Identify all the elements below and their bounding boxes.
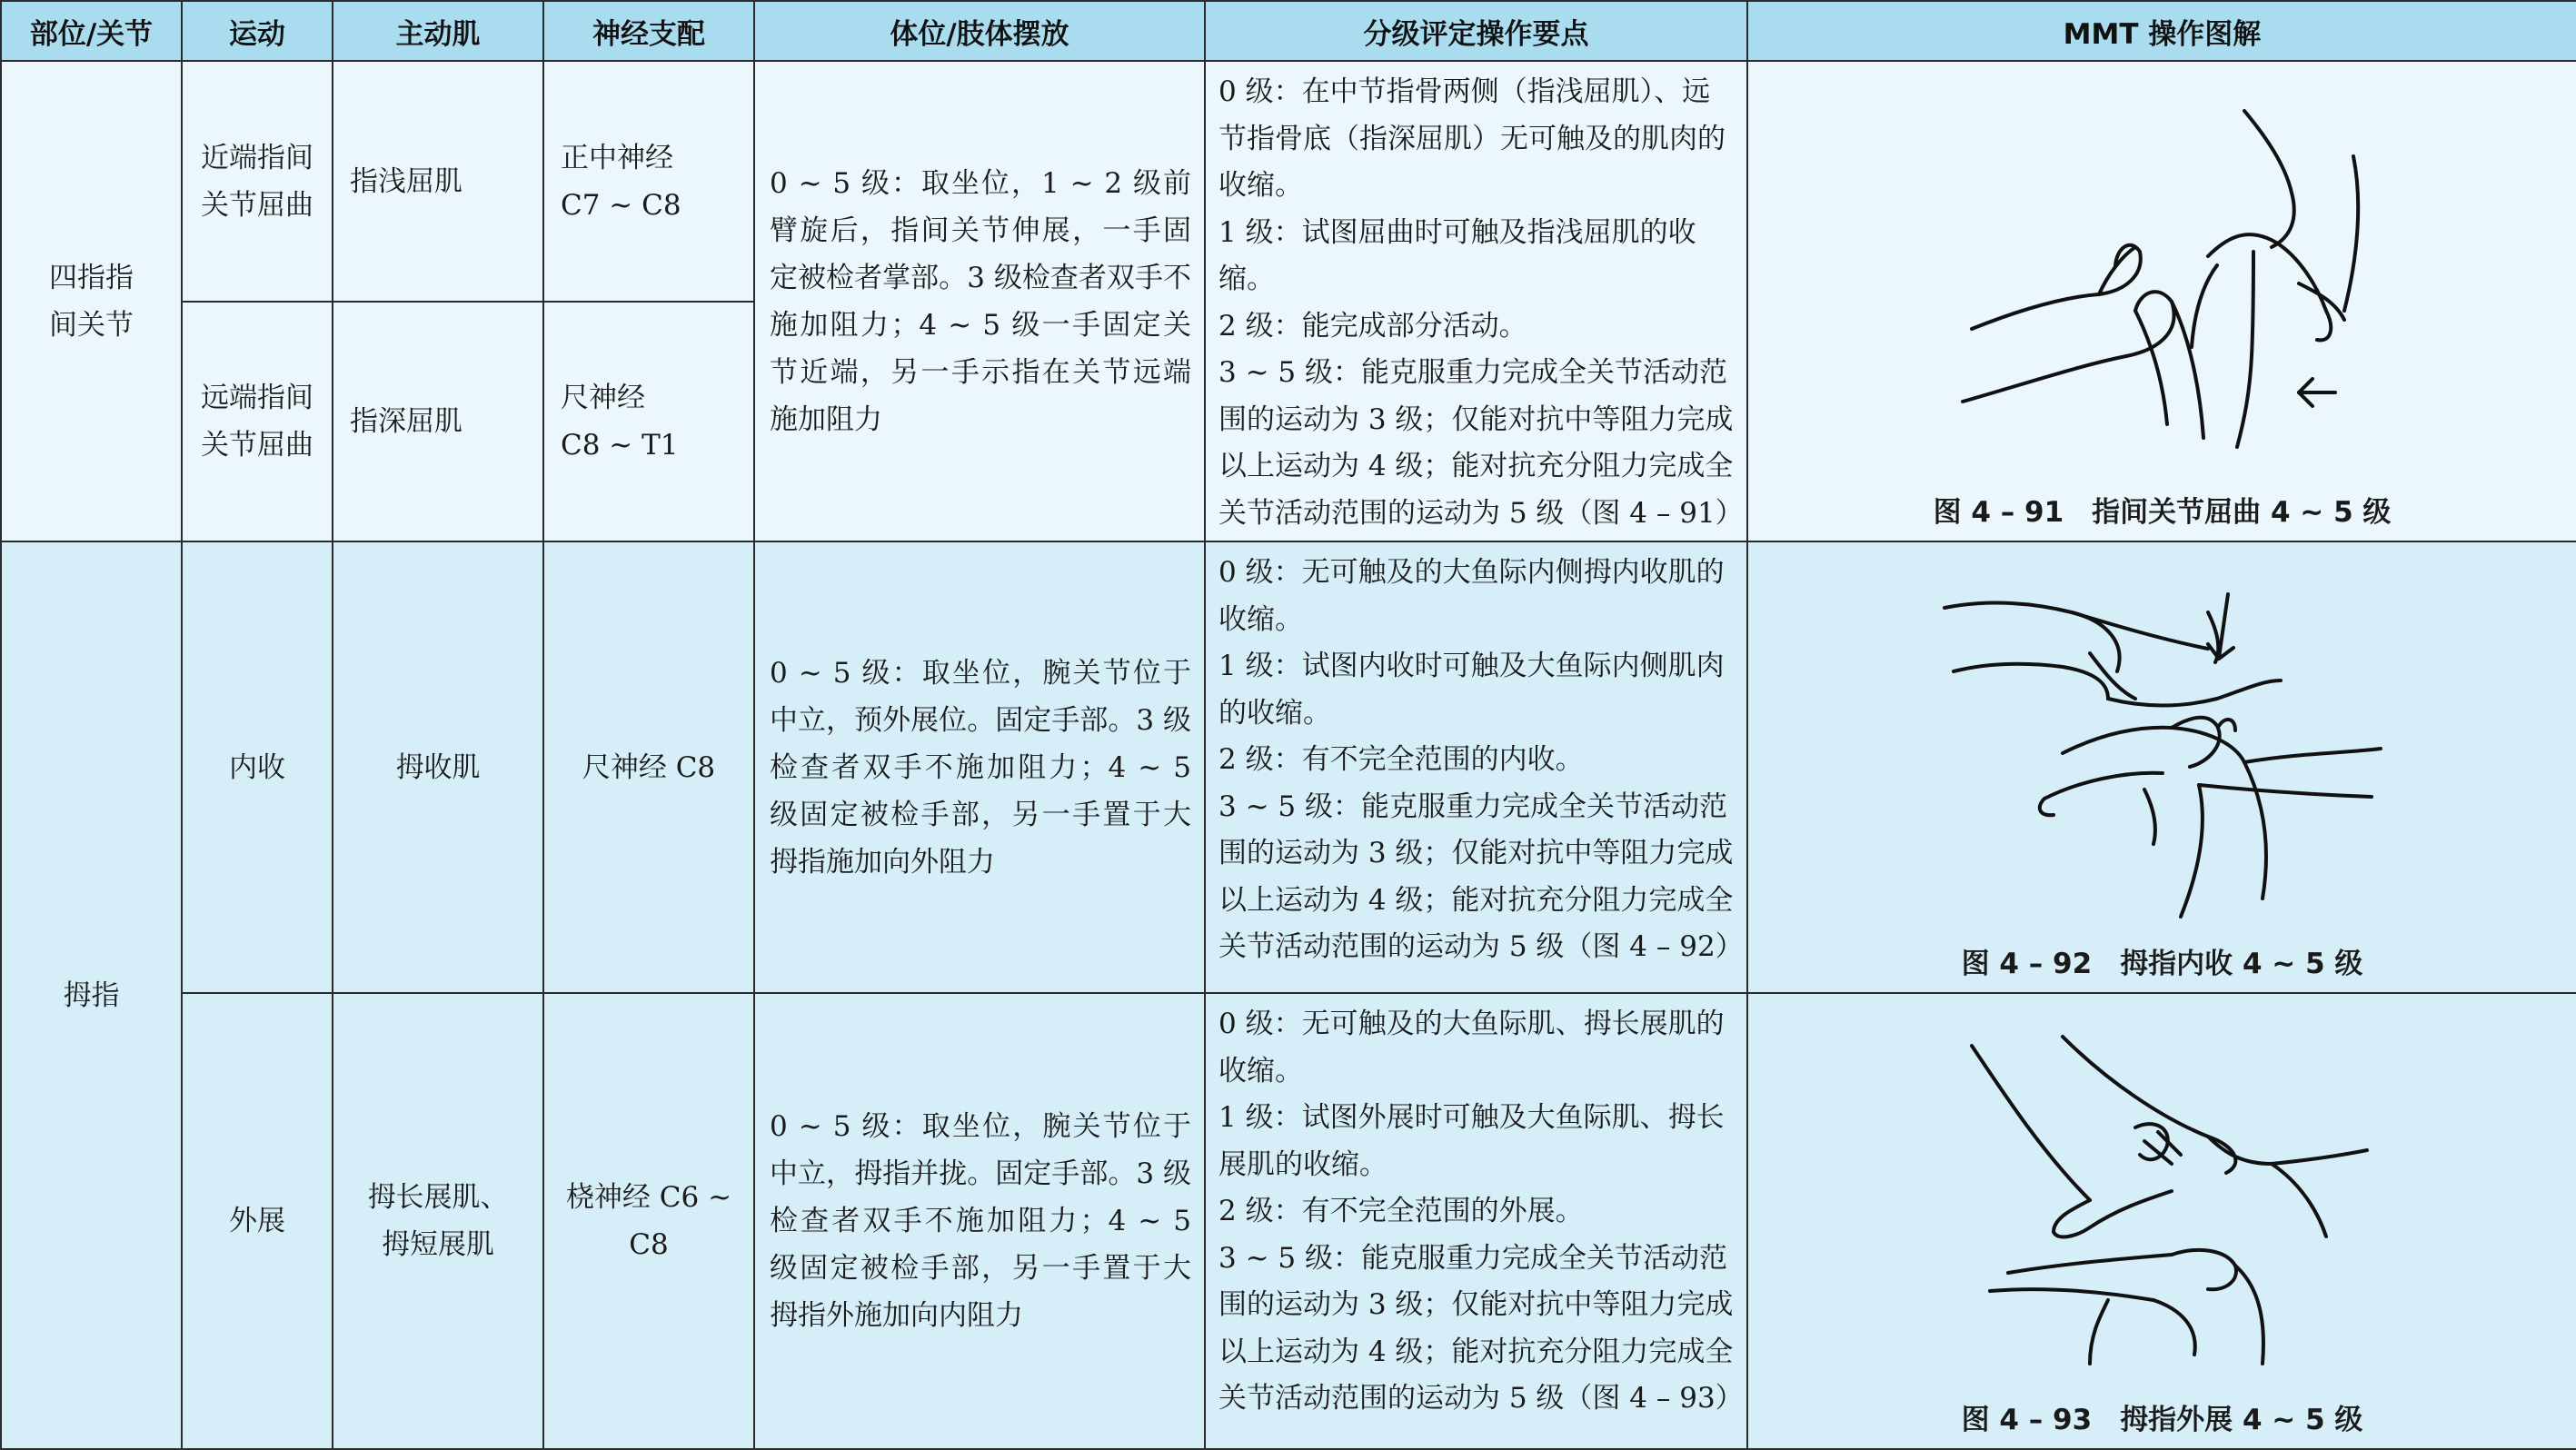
- thumb-adduction-illustration: [1935, 571, 2390, 935]
- nerve-cell: 正中神经 C7 ~ C8: [543, 61, 754, 302]
- muscle-cell: 指浅屈肌: [333, 61, 543, 302]
- figure-caption: 图 4 – 91 指间关节屈曲 4 ~ 5 级: [1933, 496, 2392, 529]
- figure-caption: 图 4 – 92 拇指内收 4 ~ 5 级: [1961, 948, 2363, 980]
- position-cell: 0 ~ 5 级：取坐位，腕关节位于中立，拇指并拢。固定手部。3 级检查者双手不施加阻力；4 ~ 5 级固定被检手部，另一手置于大拇指外施加向内阻力: [754, 993, 1205, 1449]
- figure-cell: [1747, 993, 2576, 1449]
- hand-flexion-illustration: [1954, 102, 2372, 483]
- grading-cell: 0 级：无可触及的大鱼际肌、拇长展肌的收缩。 1 级：试图外展时可触及大鱼际肌、拇长展肌的收缩。 2 级：有不完全范围的外展。 3 ~ 5 级：能克服重力完成全关节活动范围的运动为 3 级；仅能对抗中等阻力完成以上运动为 4 级；能对抗充分阻力完成全关节活动范围的运动为 5 级（图 4 – 93）: [1205, 993, 1747, 1449]
- movement-cell: 远端指间 关节屈曲: [182, 302, 333, 541]
- grading-cell: 0 级：在中节指骨两侧（指浅屈肌）、远节指骨底（指深屈肌）无可触及的肌肉的收缩。 1 级：试图屈曲时可触及指浅屈肌的收缩。 2 级：能完成部分活动。 3 ~ 5 级：能克服重力完成全关节活动范围的运动为 3 级；仅能对抗中等阻力完成以上运动为 4 级；能对抗充分阻力完成全关节活动范围的运动为 5 级（图 4 – 91）: [1205, 61, 1747, 541]
- table-row: [1, 993, 2576, 1449]
- header-joint: 部位/关节: [1, 1, 182, 61]
- movement-cell: 内收: [182, 541, 333, 993]
- thumb-abduction-illustration: [1954, 1028, 2372, 1391]
- nerve-cell: 尺神经 C8: [543, 541, 754, 993]
- header-figure: MMT 操作图解: [1747, 1, 2576, 61]
- header-movement: 运动: [182, 1, 333, 61]
- muscle-cell: 指深屈肌: [333, 302, 543, 541]
- muscle-cell: 拇长展肌、 拇短展肌: [333, 993, 543, 1449]
- header-position: 体位/肢体摆放: [754, 1, 1205, 61]
- position-cell: 0 ~ 5 级：取坐位，腕关节位于中立，预外展位。固定手部。3 级检查者双手不施加阻力；4 ~ 5 级固定被检手部，另一手置于大拇指施加向外阻力: [754, 541, 1205, 993]
- table-row: [1, 541, 2576, 993]
- table-row: [1, 61, 2576, 302]
- muscle-cell: 拇收肌: [333, 541, 543, 993]
- movement-cell: 近端指间 关节屈曲: [182, 61, 333, 302]
- header-row: [1, 1, 2576, 61]
- header-grading: 分级评定操作要点: [1205, 1, 1747, 61]
- figure-cell: [1747, 541, 2576, 993]
- movement-cell: 外展: [182, 993, 333, 1449]
- grading-cell: 0 级：无可触及的大鱼际内侧拇内收肌的收缩。 1 级：试图内收时可触及大鱼际内侧肌肉的收缩。 2 级：有不完全范围的内收。 3 ~ 5 级：能克服重力完成全关节活动范围的运动为 3 级；仅能对抗中等阻力完成以上运动为 4 级；能对抗充分阻力完成全关节活动范围的运动为 5 级（图 4 – 92）: [1205, 541, 1747, 993]
- figure-caption: 图 4 – 93 拇指外展 4 ~ 5 级: [1961, 1404, 2363, 1436]
- header-muscle: 主动肌: [333, 1, 543, 61]
- joint-cell: 四指指 间关节: [1, 61, 182, 541]
- joint-cell: 拇指: [1, 541, 182, 1449]
- nerve-cell: 桡神经 C6 ~ C8: [543, 993, 754, 1449]
- header-nerve: 神经支配: [543, 1, 754, 61]
- position-cell: 0 ~ 5 级：取坐位，1 ~ 2 级前臂旋后，指间关节伸展，一手固定被检者掌部。3 级检查者双手不施加阻力；4 ~ 5 级一手固定关节近端，另一手示指在关节远端施加阻力: [754, 61, 1205, 541]
- nerve-cell: 尺神经 C8 ~ T1: [543, 302, 754, 541]
- figure-cell: [1747, 61, 2576, 541]
